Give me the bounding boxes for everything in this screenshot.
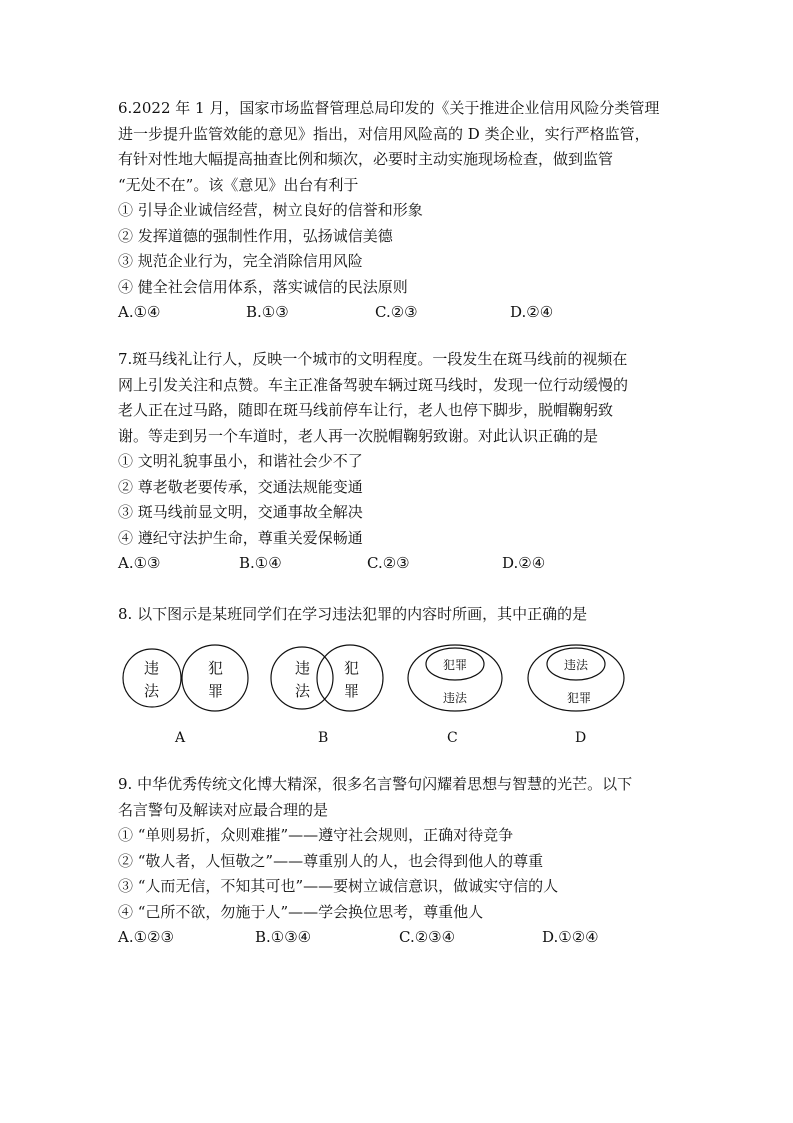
option-a: A.①③ [118, 554, 161, 572]
question-6-item: ① 引导企业诚信经营，树立良好的信誉和形象 [118, 201, 423, 219]
crime-circle [317, 645, 383, 711]
question-6-options [118, 300, 678, 326]
option-b: B.①④ [239, 554, 282, 572]
question-9-item: ① “单则易折，众则难摧”——遵守社会规则，正确对待竞争 [118, 826, 514, 844]
diagram-d-label: D [575, 730, 587, 746]
diagram-a-left-top: 违 [144, 659, 160, 677]
question-8-diagrams [118, 640, 638, 750]
diagram-a-left-bottom: 法 [144, 682, 160, 700]
option-b: B.①③④ [255, 928, 312, 946]
question-7-options [118, 551, 678, 577]
question-7-stem-line: 7.斑马线礼让行人，反映一个城市的文明程度。一段发生在斑马线前的视频在 [118, 350, 628, 368]
question-7-item: ③ 斑马线前显文明，交通事故全解决 [118, 503, 363, 521]
question-8 [118, 602, 678, 628]
option-c: C.②③ [375, 303, 418, 321]
question-6-item: ④ 健全社会信用体系，落实诚信的民法原则 [118, 277, 408, 296]
question-9-item: ③ “人而无信，不知其可也”——要树立诚信意识，做诚实守信的人 [118, 877, 559, 895]
option-d: D.②④ [502, 554, 546, 572]
diagram-d-inner: 违法 [564, 658, 589, 672]
question-6-item: ② 发挥道德的强制性作用，弘扬诚信美德 [118, 226, 393, 245]
diagram-d-outer: 犯罪 [567, 691, 592, 705]
option-c: C.②③ [367, 554, 410, 572]
question-7-item: ④ 遵纪守法护生命，尊重关爱保畅通 [118, 528, 363, 547]
diagram-a [123, 645, 248, 746]
diagram-a-right-top: 犯 [208, 659, 224, 677]
diagram-c [408, 645, 502, 746]
option-b: B.①③ [246, 303, 289, 321]
question-8-stem: 8. 以下图示是某班同学们在学习违法犯罪的内容时所画，其中正确的是 [118, 605, 588, 623]
question-6-stem-line: “无处不在”。该《意见》出台有利于 [118, 175, 359, 194]
question-6-stem-line: 进一步提升监管效能的意见》指出，对信用风险高的 D 类企业，实行严格监管， [118, 124, 650, 143]
diagram-b-right-top: 犯 [344, 659, 360, 677]
question-6-item: ③ 规范企业行为，完全消除信用风险 [118, 252, 363, 270]
question-9 [118, 772, 678, 951]
question-7-stem-line: 老人正在过马路，随即在斑马线前停车让行，老人也停下脚步，脱帽鞠躬致 [118, 401, 614, 419]
question-7 [118, 347, 678, 577]
diagram-c-outer: 违法 [443, 691, 468, 705]
question-7-item: ① 文明礼貌事虽小，和谐社会少不了 [118, 452, 363, 470]
diagram-a-label: A [175, 730, 186, 746]
option-d: D.②④ [510, 303, 554, 321]
diagram-c-label: C [447, 730, 458, 746]
question-9-options [118, 925, 678, 951]
question-9-item: ② “敬人者，人恒敬之”——尊重别人的人，也会得到他人的尊重 [118, 851, 544, 870]
diagram-b-right-bottom: 罪 [344, 682, 360, 700]
question-7-stem-line: 网上引发关注和点赞。车主正准备驾驶车辆过斑马线时，发现一位行动缓慢的 [118, 375, 629, 394]
diagram-d [528, 645, 624, 746]
option-d: D.①②④ [542, 928, 599, 946]
diagram-c-inner: 犯罪 [443, 658, 468, 672]
question-7-stem-line: 谢。等走到另一个车道时，老人再一次脱帽鞠躬致谢。对此认识正确的是 [118, 426, 599, 445]
question-6-stem-line: 有针对性地大幅提高抽查比例和频次，必要时主动实施现场检查，做到监管 [118, 150, 614, 168]
question-7-item: ② 尊老敬老要传承，交通法规能变通 [118, 477, 363, 496]
diagram-b-label: B [318, 730, 329, 746]
option-a: A.①②③ [118, 928, 174, 946]
question-9-stem-line: 名言警句及解读对应最合理的是 [118, 800, 329, 819]
question-9-stem-line: 9. 中华优秀传统文化博大精深，很多名言警句闪耀着思想与智慧的光芒。以下 [118, 775, 633, 793]
diagram-a-right-bottom: 罪 [208, 682, 224, 700]
diagram-b-left-top: 违 [295, 659, 311, 677]
diagram-b-left-bottom: 法 [295, 682, 311, 700]
crime-circle [182, 645, 248, 711]
question-9-item: ④ “己所不欲，勿施于人”——学会换位思考，尊重他人 [118, 902, 484, 921]
question-6 [118, 96, 678, 326]
diagram-b [271, 645, 383, 746]
question-6-stem-line: 6.2022 年 1 月，国家市场监督管理总局印发的《关于推进企业信用风险分类管理 [118, 99, 660, 117]
venn-diagrams [118, 640, 638, 750]
option-c: C.②③④ [399, 928, 456, 946]
option-a: A.①④ [118, 303, 161, 321]
